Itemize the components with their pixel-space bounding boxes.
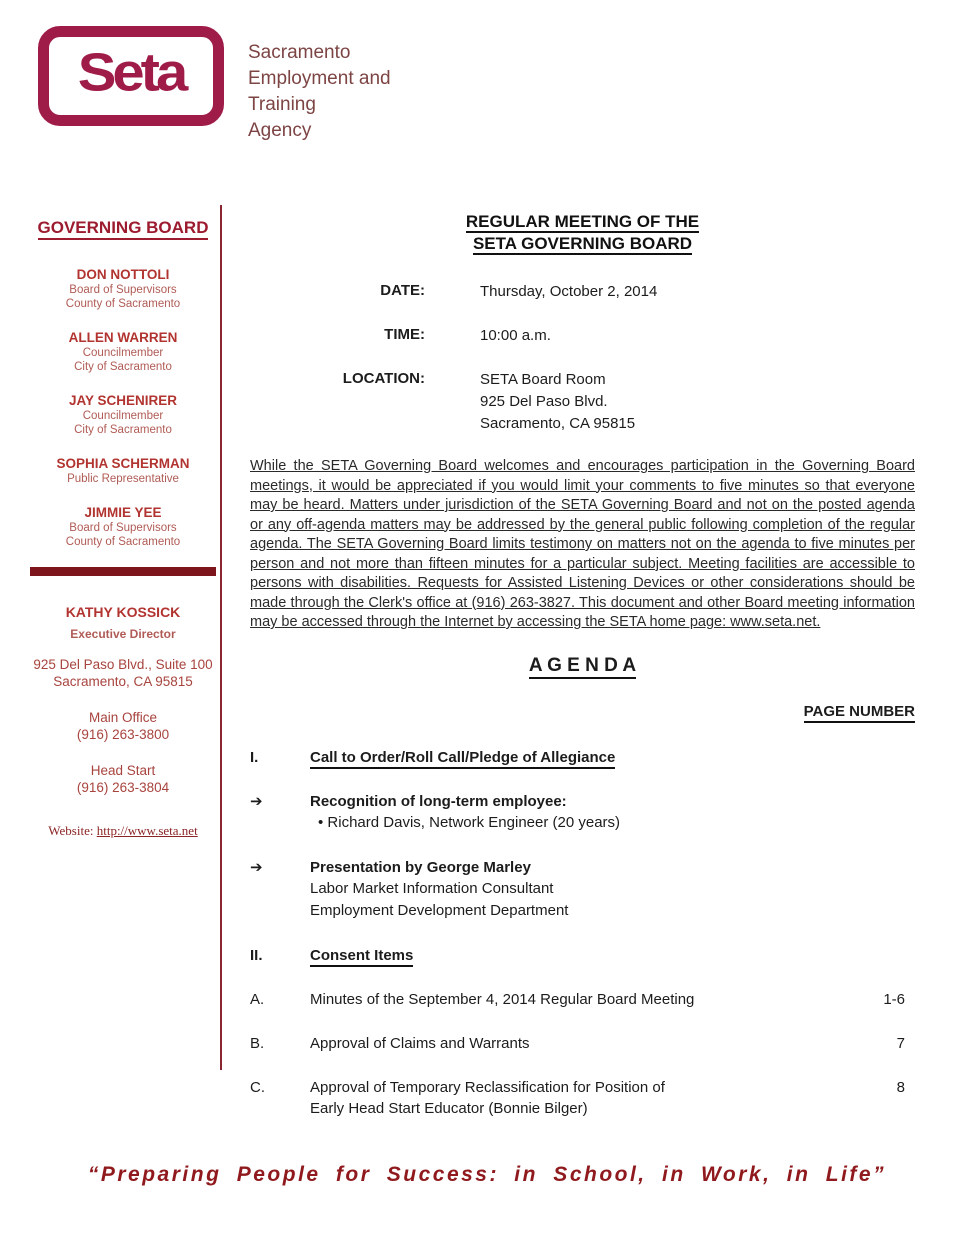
agenda-marker: I. xyxy=(250,748,259,766)
contact-label: Main Office xyxy=(88,710,158,725)
contact-phone: (916) 263-3804 xyxy=(76,779,170,795)
logo-org-name xyxy=(248,40,391,144)
detail-row-location xyxy=(250,369,915,435)
agenda-title: Approval of Claims and Warrants xyxy=(310,1034,530,1052)
detail-row-date xyxy=(250,281,915,303)
arrow-icon: ➔ xyxy=(250,858,263,876)
agenda-subline: Employment Development Department xyxy=(310,901,569,919)
board-member xyxy=(30,504,216,549)
logo-org-line: Employment and xyxy=(248,68,391,89)
location-line: Sacramento, CA 95815 xyxy=(480,415,636,432)
agenda-marker: A. xyxy=(250,990,265,1008)
agenda-title: Consent Items xyxy=(310,947,413,967)
agenda-row xyxy=(250,748,915,768)
agenda-subline: Labor Market Information Consultant xyxy=(310,879,554,897)
arrow-icon: ➔ xyxy=(250,792,263,810)
contact-label: Head Start xyxy=(90,763,156,778)
agenda-page xyxy=(851,946,915,966)
agenda-page: 1-6 xyxy=(883,990,905,1008)
member-name: DON NOTTOLI xyxy=(76,267,170,282)
location-line: SETA Board Room xyxy=(480,371,606,388)
executive-director xyxy=(30,604,216,641)
director-name: KATHY KOSSICK xyxy=(65,604,181,620)
board-member xyxy=(30,392,216,437)
contact-main-office xyxy=(30,710,216,743)
agenda-page: 8 xyxy=(896,1078,905,1096)
seta-logo-wordmark: Seta xyxy=(77,42,185,103)
address-line: Sacramento, CA 95815 xyxy=(53,673,193,689)
detail-row-time xyxy=(250,325,915,347)
agenda-row xyxy=(250,990,915,1010)
agenda-subline: • Richard Davis, Network Engineer (20 years) xyxy=(318,813,621,831)
meeting-title xyxy=(250,205,915,255)
agenda-marker: B. xyxy=(250,1034,265,1052)
agenda-items xyxy=(250,748,915,1120)
member-role: County of Sacramento xyxy=(65,536,181,548)
agenda-title: Presentation by George Marley xyxy=(310,858,531,876)
time-label: TIME: xyxy=(384,326,425,343)
member-name: JAY SCHENIRER xyxy=(68,393,178,408)
contact-phone: (916) 263-3800 xyxy=(76,726,170,742)
board-member xyxy=(30,329,216,374)
member-name: ALLEN WARREN xyxy=(68,330,178,345)
member-role: Board of Supervisors xyxy=(69,522,177,534)
agenda-page xyxy=(851,858,915,922)
member-role: Board of Supervisors xyxy=(69,284,177,296)
member-name: JIMMIE YEE xyxy=(84,505,162,520)
public-participation-notice: While the SETA Governing Board welcomes and encourages participation in the Governing Board meetings, it would be appreciated if you would limit your comments to five minutes so that everyone may be heard. Matters under jurisdiction of the SETA Governing Board and not on the posted agenda or any off-agenda matters may be addressed by the general public following completion of the regular agenda. The SETA Governing Board limits testimony on matters not on the agenda to five minutes per person and not more than fifteen minutes for a particular subject. Meeting facilities are accessible to persons with disabilities. Requests for Assisted Listening Devices or other considerations should be made through the Clerk's office at (916) 263-3827. This document and other Board meeting information may be accessed through the Internet by accessing the SETA home page: www.seta.net. xyxy=(250,458,915,630)
meeting-title-line1: REGULAR MEETING OF THE xyxy=(465,212,700,231)
date-value: Thursday, October 2, 2014 xyxy=(480,283,658,300)
page-number-heading: PAGE NUMBER xyxy=(250,703,915,720)
member-role: Councilmember xyxy=(82,347,164,359)
meeting-details xyxy=(250,281,915,435)
website-link[interactable]: http://www.seta.net xyxy=(96,823,198,838)
agenda-row xyxy=(250,1034,915,1054)
website-line xyxy=(30,823,216,839)
sidebar-divider-bar xyxy=(30,567,216,576)
vertical-divider xyxy=(220,205,222,1070)
agenda-title: Approval of Temporary Reclassification for Position of xyxy=(310,1078,665,1096)
contact-head-start xyxy=(30,763,216,796)
meeting-title-line2: SETA GOVERNING BOARD xyxy=(472,234,693,253)
board-member xyxy=(30,455,216,486)
agenda-marker: C. xyxy=(250,1078,265,1096)
agenda-row xyxy=(250,792,915,834)
main-content xyxy=(250,205,915,1144)
member-name: SOPHIA SCHERMAN xyxy=(56,456,190,471)
governing-board-heading: GOVERNING BOARD xyxy=(30,218,216,238)
member-role: Public Representative xyxy=(67,473,179,485)
agenda-page xyxy=(851,748,915,768)
agenda-row xyxy=(250,1078,915,1120)
director-title: Executive Director xyxy=(70,627,176,641)
location-label: LOCATION: xyxy=(342,370,425,387)
agenda-page xyxy=(851,792,915,834)
logo-org-line: Agency xyxy=(248,120,312,141)
logo-org-line: Sacramento xyxy=(248,42,351,63)
agenda-marker: II. xyxy=(250,946,263,964)
agenda-title: Minutes of the September 4, 2014 Regular Board Meeting xyxy=(310,990,695,1008)
agenda-title: Recognition of long-term employee: xyxy=(310,792,567,810)
agenda-page: 7 xyxy=(896,1034,905,1052)
date-label: DATE: xyxy=(380,282,425,299)
logo-org-line: Training xyxy=(248,94,316,115)
agenda-row xyxy=(250,946,915,966)
board-member xyxy=(30,266,216,311)
address-line: 925 Del Paso Blvd., Suite 100 xyxy=(33,657,213,672)
member-role: County of Sacramento xyxy=(65,298,181,310)
agenda-row xyxy=(250,858,915,922)
agenda-title: Call to Order/Roll Call/Pledge of Allegiance xyxy=(310,749,615,769)
agency-address xyxy=(30,657,216,690)
member-role: City of Sacramento xyxy=(74,361,172,373)
website-label: Website: xyxy=(48,823,94,838)
seta-logo xyxy=(38,26,224,126)
location-value xyxy=(480,369,915,435)
footer-quote: “Preparing People for Success: in School, in Work, in Life” xyxy=(87,1163,887,1186)
location-line: 925 Del Paso Blvd. xyxy=(480,393,608,410)
sidebar xyxy=(30,218,216,839)
member-role: City of Sacramento xyxy=(74,424,172,436)
agenda-subline: Early Head Start Educator (Bonnie Bilger) xyxy=(310,1099,588,1117)
time-value: 10:00 a.m. xyxy=(480,327,551,344)
member-role: Councilmember xyxy=(82,410,164,422)
agenda-heading: A G E N D A xyxy=(250,655,915,677)
